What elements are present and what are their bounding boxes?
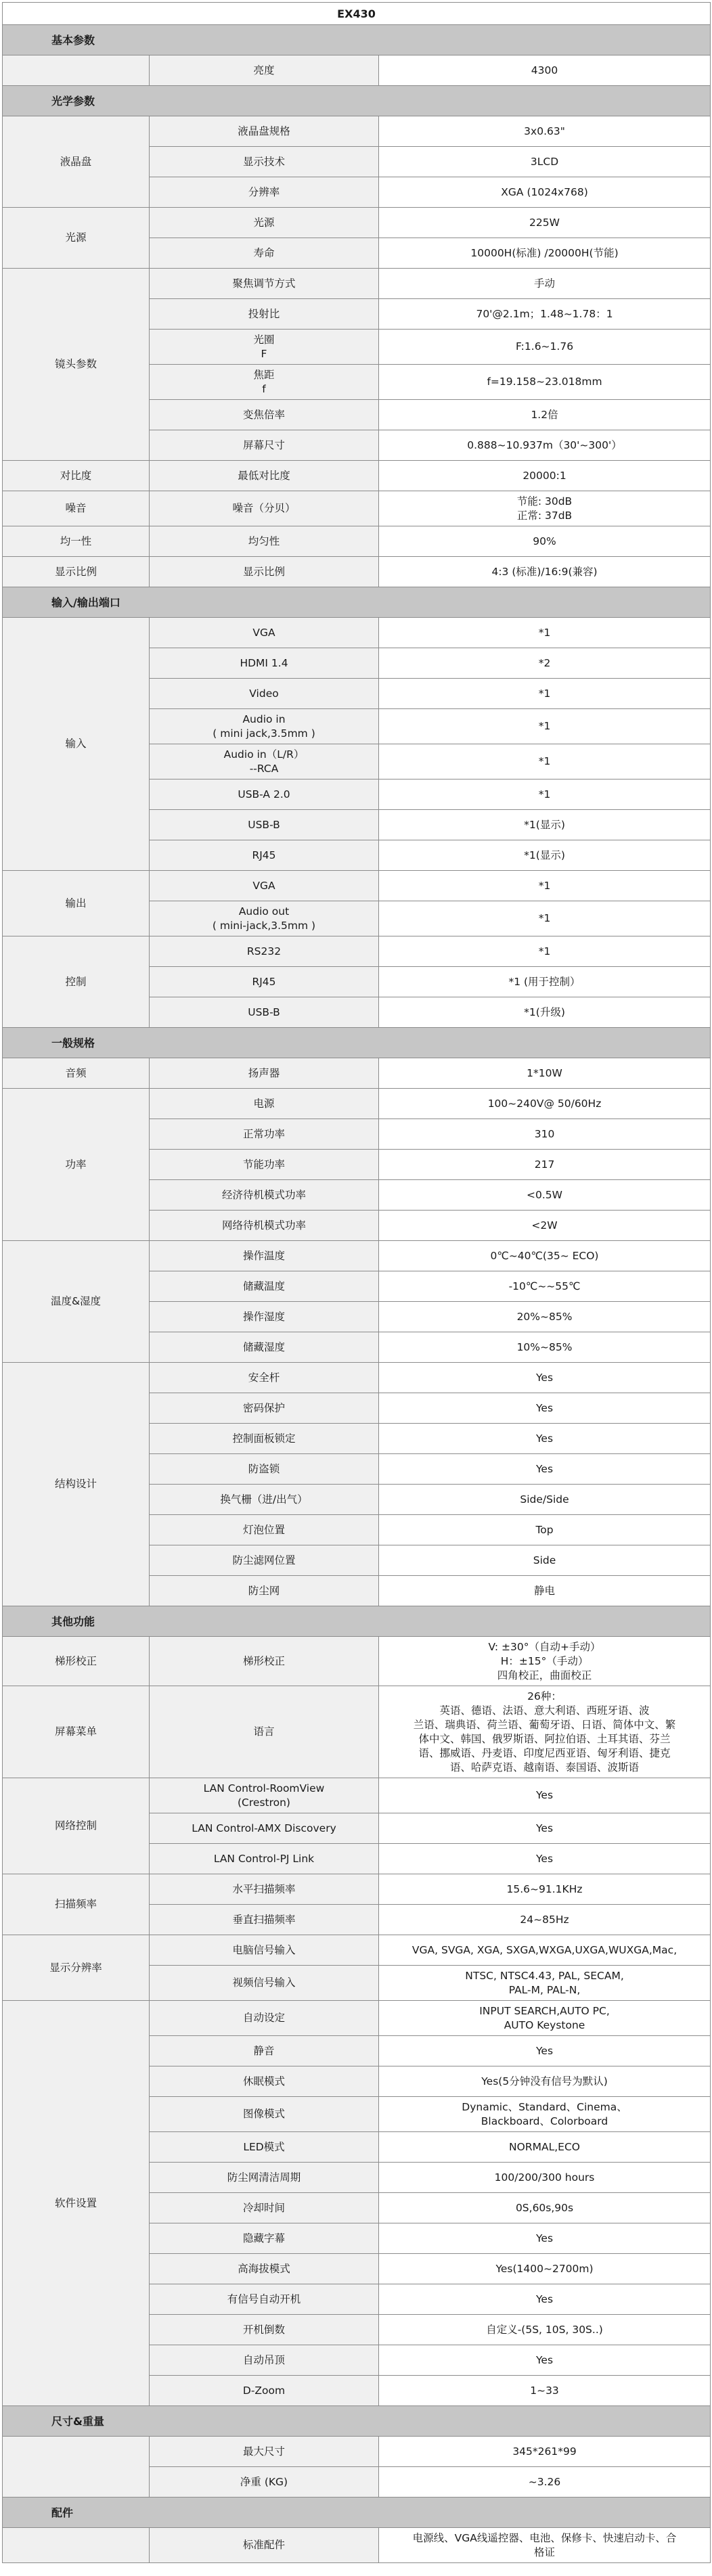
spec-name: 焦距 f <box>150 365 379 400</box>
model-title-row <box>3 3 711 25</box>
spec-value: NTSC, NTSC4.43, PAL, SECAM, PAL-M, PAL-N, <box>379 1966 711 2001</box>
spec-row <box>3 2001 711 2036</box>
spec-name: 最低对比度 <box>150 461 379 491</box>
spec-row <box>3 1935 711 1966</box>
spec-value: *1 <box>379 709 711 744</box>
spec-name: 网络待机模式功率 <box>150 1211 379 1241</box>
spec-row <box>3 1363 711 1393</box>
spec-name: 显示技术 <box>150 147 379 177</box>
section-header-row <box>3 2498 711 2528</box>
spec-value: *1 <box>379 679 711 709</box>
spec-value: V: ±30°（自动+手动） H：±15°（手动） 四角校正，曲面校正 <box>379 1637 711 1686</box>
spec-row <box>3 1637 711 1686</box>
group-label <box>3 2528 150 2563</box>
spec-name: 梯形校正 <box>150 1637 379 1686</box>
spec-name: 光源 <box>150 208 379 238</box>
spec-value: 手动 <box>379 269 711 299</box>
spec-name: 储藏温度 <box>150 1271 379 1302</box>
spec-value: 电源线、VGA线遥控器、电池、保修卡、快速启动卡、合 格证 <box>379 2528 711 2563</box>
spec-name: 显示比例 <box>150 557 379 587</box>
spec-name: 防尘滤网位置 <box>150 1545 379 1576</box>
spec-name: VGA <box>150 618 379 648</box>
spec-row <box>3 461 711 491</box>
group-label: 输出 <box>3 871 150 936</box>
spec-name: 储藏湿度 <box>150 1332 379 1363</box>
spec-name: 水平扫描频率 <box>150 1874 379 1905</box>
group-label: 液晶盘 <box>3 116 150 208</box>
spec-name: 屏幕尺寸 <box>150 430 379 461</box>
spec-name: 噪音（分贝） <box>150 491 379 526</box>
spec-row <box>3 618 711 648</box>
spec-value: 100/200/300 hours <box>379 2163 711 2193</box>
spec-row <box>3 116 711 147</box>
spec-name: 防盗锁 <box>150 1454 379 1485</box>
spec-value: Yes <box>379 1393 711 1424</box>
spec-value: 节能: 30dB 正常: 37dB <box>379 491 711 526</box>
spec-name: 隐藏字幕 <box>150 2223 379 2254</box>
spec-value: 15.6~91.1KHz <box>379 1874 711 1905</box>
spec-row <box>3 269 711 299</box>
spec-name: 正常功率 <box>150 1119 379 1150</box>
spec-row <box>3 526 711 557</box>
spec-name: VGA <box>150 871 379 901</box>
spec-value: INPUT SEARCH,AUTO PC, AUTO Keystone <box>379 2001 711 2036</box>
spec-name: 节能功率 <box>150 1150 379 1180</box>
spec-name: 操作湿度 <box>150 1302 379 1332</box>
spec-name: 自动吊顶 <box>150 2345 379 2376</box>
spec-row <box>3 2437 711 2467</box>
group-label: 功率 <box>3 1089 150 1241</box>
spec-value: Yes(5分钟没有信号为默认) <box>379 2066 711 2097</box>
spec-row <box>3 1686 711 1778</box>
spec-name: D-Zoom <box>150 2376 379 2406</box>
spec-value: 310 <box>379 1119 711 1150</box>
spec-name: 灯泡位置 <box>150 1515 379 1545</box>
spec-row <box>3 1058 711 1089</box>
spec-table <box>2 2 711 2563</box>
spec-value: 20%~85% <box>379 1302 711 1332</box>
spec-value: *2 <box>379 648 711 679</box>
spec-value: 自定义-(5S, 10S, 30S..) <box>379 2315 711 2345</box>
group-label <box>3 55 150 86</box>
spec-value: *1 <box>379 618 711 648</box>
group-label: 温度&湿度 <box>3 1241 150 1363</box>
spec-value: 0.888~10.937m（30'~300'） <box>379 430 711 461</box>
group-label: 音频 <box>3 1058 150 1089</box>
spec-value: Yes <box>379 2345 711 2376</box>
spec-value: *1 (用于控制） <box>379 967 711 997</box>
spec-value: NORMAL,ECO <box>379 2132 711 2163</box>
spec-value: Top <box>379 1515 711 1545</box>
spec-row <box>3 1874 711 1905</box>
spec-value: 1*10W <box>379 1058 711 1089</box>
spec-name: 防尘网清洁周期 <box>150 2163 379 2193</box>
spec-value: Yes <box>379 1424 711 1454</box>
spec-name: Audio out ( mini-jack,3.5mm ) <box>150 901 379 936</box>
spec-row <box>3 557 711 587</box>
spec-name: LAN Control-PJ Link <box>150 1844 379 1874</box>
spec-name: 液晶盘规格 <box>150 116 379 147</box>
spec-row <box>3 1778 711 1813</box>
spec-value: f=19.158~23.018mm <box>379 365 711 400</box>
spec-value: 24~85Hz <box>379 1905 711 1935</box>
spec-name: Video <box>150 679 379 709</box>
spec-value: Yes(1400~2700m) <box>379 2254 711 2284</box>
spec-value: *1(升级) <box>379 997 711 1028</box>
spec-value: Yes <box>379 1454 711 1485</box>
spec-value: Yes <box>379 2223 711 2254</box>
spec-value: XGA (1024x768) <box>379 177 711 208</box>
spec-name: 休眠模式 <box>150 2066 379 2097</box>
spec-value: *1 <box>379 871 711 901</box>
spec-value: 3LCD <box>379 147 711 177</box>
spec-row <box>3 208 711 238</box>
spec-name: 防尘网 <box>150 1576 379 1606</box>
spec-name: 最大尺寸 <box>150 2437 379 2467</box>
spec-value: 217 <box>379 1150 711 1180</box>
spec-name: 寿命 <box>150 238 379 269</box>
spec-value: <2W <box>379 1211 711 1241</box>
spec-name: LAN Control-RoomView (Crestron) <box>150 1778 379 1813</box>
spec-value: Yes <box>379 1363 711 1393</box>
spec-name: 投射比 <box>150 299 379 330</box>
section-title: 其他功能 <box>3 1606 711 1637</box>
section-title: 尺寸&重量 <box>3 2406 711 2437</box>
group-label: 输入 <box>3 618 150 871</box>
spec-name: 亮度 <box>150 55 379 86</box>
spec-name: 安全杆 <box>150 1363 379 1393</box>
spec-name: 电脑信号输入 <box>150 1935 379 1966</box>
spec-name: 语言 <box>150 1686 379 1778</box>
spec-name: 扬声器 <box>150 1058 379 1089</box>
group-label: 梯形校正 <box>3 1637 150 1686</box>
spec-row <box>3 2528 711 2563</box>
spec-name: USB-A 2.0 <box>150 779 379 810</box>
section-title: 基本参数 <box>3 25 711 55</box>
section-header-row <box>3 25 711 55</box>
section-title: 光学参数 <box>3 86 711 116</box>
group-label: 扫描频率 <box>3 1874 150 1935</box>
spec-name: 密码保护 <box>150 1393 379 1424</box>
spec-row <box>3 55 711 86</box>
group-label: 显示比例 <box>3 557 150 587</box>
spec-name: 图像模式 <box>150 2097 379 2132</box>
spec-value: F:1.6~1.76 <box>379 330 711 365</box>
group-label: 镜头参数 <box>3 269 150 461</box>
spec-value: Yes <box>379 1813 711 1844</box>
spec-value: Side <box>379 1545 711 1576</box>
spec-value: *1 <box>379 744 711 779</box>
spec-name: 均匀性 <box>150 526 379 557</box>
group-label: 光源 <box>3 208 150 269</box>
spec-name: 视频信号输入 <box>150 1966 379 2001</box>
spec-value: *1 <box>379 936 711 967</box>
section-header-row <box>3 1606 711 1637</box>
spec-value: Yes <box>379 2036 711 2066</box>
spec-name: 有信号自动开机 <box>150 2284 379 2315</box>
spec-value: *1 <box>379 779 711 810</box>
section-title: 输入/输出端口 <box>3 587 711 618</box>
spec-value: 1~33 <box>379 2376 711 2406</box>
spec-value: *1(显示) <box>379 810 711 840</box>
spec-name: 聚焦调节方式 <box>150 269 379 299</box>
spec-value: Yes <box>379 1844 711 1874</box>
spec-row <box>3 1241 711 1271</box>
spec-name: 垂直扫描频率 <box>150 1905 379 1935</box>
group-label: 结构设计 <box>3 1363 150 1606</box>
spec-value: 225W <box>379 208 711 238</box>
group-label: 对比度 <box>3 461 150 491</box>
spec-name: 换气栅（进/出气） <box>150 1485 379 1515</box>
group-label: 屏幕菜单 <box>3 1686 150 1778</box>
spec-name: 操作温度 <box>150 1241 379 1271</box>
spec-name: 冷却时间 <box>150 2193 379 2223</box>
group-label <box>3 2437 150 2498</box>
spec-name: RJ45 <box>150 840 379 871</box>
spec-name: LAN Control-AMX Discovery <box>150 1813 379 1844</box>
spec-name: 控制面板锁定 <box>150 1424 379 1454</box>
spec-row <box>3 1089 711 1119</box>
section-title: 一般规格 <box>3 1028 711 1058</box>
spec-value: *1 <box>379 901 711 936</box>
group-label: 软件设置 <box>3 2001 150 2406</box>
spec-value: Yes <box>379 2284 711 2315</box>
section-header-row <box>3 587 711 618</box>
spec-name: LED模式 <box>150 2132 379 2163</box>
spec-value: 10%~85% <box>379 1332 711 1363</box>
spec-value: 345*261*99 <box>379 2437 711 2467</box>
group-label: 均一性 <box>3 526 150 557</box>
spec-row <box>3 491 711 526</box>
spec-name: 变焦倍率 <box>150 400 379 430</box>
spec-name: HDMI 1.4 <box>150 648 379 679</box>
spec-value: <0.5W <box>379 1180 711 1211</box>
section-header-row <box>3 2406 711 2437</box>
spec-name: 经济待机模式功率 <box>150 1180 379 1211</box>
spec-row <box>3 936 711 967</box>
group-label: 显示分辨率 <box>3 1935 150 2001</box>
group-label: 网络控制 <box>3 1778 150 1874</box>
spec-value: 90% <box>379 526 711 557</box>
spec-row <box>3 871 711 901</box>
spec-value: 0℃~40℃(35~ ECO) <box>379 1241 711 1271</box>
spec-value: 70'@2.1m；1.48~1.78：1 <box>379 299 711 330</box>
section-header-row <box>3 1028 711 1058</box>
spec-value: 10000H(标准) /20000H(节能) <box>379 238 711 269</box>
spec-value: ~3.26 <box>379 2467 711 2498</box>
section-header-row <box>3 86 711 116</box>
spec-name: 分辨率 <box>150 177 379 208</box>
spec-value: *1(显示) <box>379 840 711 871</box>
spec-value: 100~240V@ 50/60Hz <box>379 1089 711 1119</box>
section-title: 配件 <box>3 2498 711 2528</box>
spec-name: 净重 (KG) <box>150 2467 379 2498</box>
spec-name: Audio in（L/R） --RCA <box>150 744 379 779</box>
spec-value: 20000:1 <box>379 461 711 491</box>
spec-value: 3x0.63" <box>379 116 711 147</box>
spec-name: USB-B <box>150 997 379 1028</box>
spec-name: 自动设定 <box>150 2001 379 2036</box>
spec-value: 26种： 英语、德语、法语、意大利语、西班牙语、波 兰语、瑞典语、荷兰语、葡萄牙语、日语、简体中文、繁 体中文、韩国、俄罗斯语、阿拉伯语、土耳其语、芬兰 语、挪威语、丹麦语、印度尼西亚语、匈牙利语、捷克 语、哈萨克语、越南语、泰国语、波斯语 <box>379 1686 711 1778</box>
spec-name: 标准配件 <box>150 2528 379 2563</box>
group-label: 噪音 <box>3 491 150 526</box>
spec-value: 0S,60s,90s <box>379 2193 711 2223</box>
spec-name: 高海拔模式 <box>150 2254 379 2284</box>
spec-value: 静电 <box>379 1576 711 1606</box>
model-title: EX430 <box>3 3 711 25</box>
spec-name: 电源 <box>150 1089 379 1119</box>
spec-value: Yes <box>379 1778 711 1813</box>
spec-value: VGA, SVGA, XGA, SXGA,WXGA,UXGA,WUXGA,Mac, <box>379 1935 711 1966</box>
spec-name: 静音 <box>150 2036 379 2066</box>
spec-value: 4:3 (标准)/16:9(兼容) <box>379 557 711 587</box>
spec-name: Audio in ( mini jack,3.5mm ) <box>150 709 379 744</box>
spec-name: USB-B <box>150 810 379 840</box>
spec-value: Dynamic、Standard、Cinema、 Blackboard、Colorboard <box>379 2097 711 2132</box>
spec-name: RS232 <box>150 936 379 967</box>
spec-name: RJ45 <box>150 967 379 997</box>
spec-name: 开机倒数 <box>150 2315 379 2345</box>
spec-value: 1.2倍 <box>379 400 711 430</box>
spec-name: 光圈 F <box>150 330 379 365</box>
spec-value: 4300 <box>379 55 711 86</box>
group-label: 控制 <box>3 936 150 1028</box>
spec-value: Side/Side <box>379 1485 711 1515</box>
spec-value: -10℃~~55℃ <box>379 1271 711 1302</box>
